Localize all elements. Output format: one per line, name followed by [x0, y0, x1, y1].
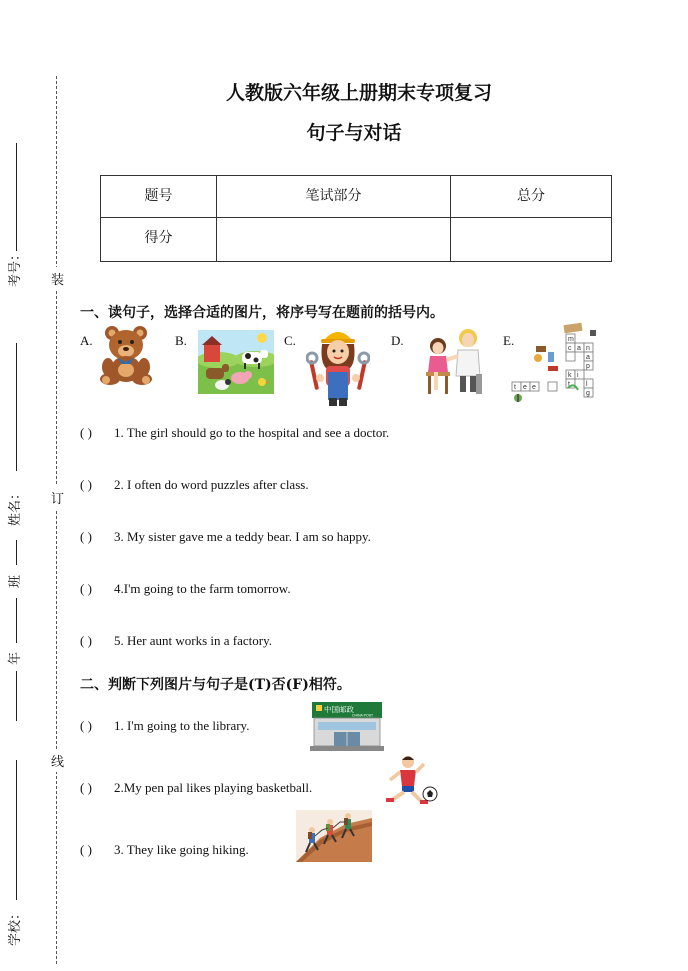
s2-question-1: ( ) 1. I'm going to the library. [80, 718, 250, 733]
school-line[interactable] [16, 760, 17, 900]
option-d-label: D. [391, 333, 404, 348]
teddy-bear-icon [96, 323, 156, 385]
score-header-number: 题号 [101, 176, 217, 218]
class-label: 班 [8, 574, 23, 588]
score-header-total: 总分 [451, 176, 612, 218]
section2-heading: 二、判断下列图片与句子是(T)否(F)相符。 [80, 677, 351, 693]
exam-number-line[interactable] [16, 143, 17, 251]
school-label: 学校： [8, 906, 23, 946]
option-a-label: A. [80, 333, 93, 348]
binding-char-xian: 线 [51, 749, 64, 772]
s2-question-2: ( ) 2.My pen pal likes playing basketball. [80, 780, 313, 795]
grade-line-bottom[interactable] [16, 671, 17, 721]
svg-text:e: e [532, 384, 536, 391]
binding-dashed-line [56, 76, 57, 964]
soccer-player-icon [378, 754, 440, 810]
svg-text:k: k [568, 372, 572, 379]
score-cell-written[interactable] [217, 218, 451, 262]
s1-question-3: ( ) 3. My sister gave me a teddy bear. I am so happy. [80, 529, 371, 544]
answer-paren[interactable]: ( ) [80, 718, 92, 733]
svg-text:i: i [577, 372, 579, 379]
answer-paren[interactable]: ( ) [80, 842, 92, 857]
post-office-sign: 中国邮政 [324, 705, 354, 714]
svg-text:t: t [568, 381, 570, 388]
score-cell-total[interactable] [451, 218, 612, 262]
svg-text:a: a [586, 354, 590, 361]
post-office-icon [310, 700, 384, 752]
hikers-icon [296, 810, 372, 862]
answer-paren[interactable]: ( ) [80, 780, 92, 795]
option-e-label: E. [503, 333, 515, 348]
doctor-girl-icon [424, 326, 486, 398]
binding-char-ding: 订 [51, 486, 64, 509]
answer-paren[interactable]: ( ) [80, 477, 92, 492]
s1-question-2: ( ) 2. I often do word puzzles after class. [80, 477, 309, 492]
answer-paren[interactable]: ( ) [80, 581, 92, 596]
option-c-label: C. [284, 333, 296, 348]
exam-number-label: 考号： [8, 247, 23, 287]
section1-heading: 一、读句子，选择合适的图片，将序号写在题前的括号内。 [80, 305, 444, 321]
svg-text:a: a [577, 345, 581, 352]
grade-line-top[interactable] [16, 598, 17, 643]
option-b-label: B. [175, 333, 187, 348]
grade-label: 年 [8, 651, 23, 665]
farm-animals-icon [198, 330, 274, 394]
answer-paren[interactable]: ( ) [80, 529, 92, 544]
binding-char-zhuang: 装 [51, 267, 64, 290]
s1-question-5: ( ) 5. Her aunt works in a factory. [80, 633, 272, 648]
svg-text:g: g [586, 390, 590, 397]
svg-text:m: m [568, 336, 574, 343]
svg-text:t: t [514, 384, 516, 391]
word-puzzle-icon [510, 322, 600, 404]
score-label-points: 得分 [101, 218, 217, 262]
page-title: 人教版六年级上册期末专项复习 [225, 82, 492, 104]
score-table [100, 175, 612, 262]
score-header-written: 笔试部分 [217, 176, 451, 218]
s1-question-4: ( ) 4.I'm going to the farm tomorrow. [80, 581, 291, 596]
svg-text:c: c [568, 345, 572, 352]
svg-text:n: n [586, 345, 590, 352]
answer-paren[interactable]: ( ) [80, 425, 92, 440]
svg-text:e: e [523, 384, 527, 391]
name-line[interactable] [16, 343, 17, 471]
s1-question-1: ( ) 1. The girl should go to the hospital and see a doctor. [80, 425, 390, 440]
svg-text:p: p [586, 363, 590, 370]
name-label: 姓名： [8, 486, 23, 526]
page-subtitle: 句子与对话 [306, 122, 402, 144]
svg-text:l: l [586, 381, 588, 388]
class-line[interactable] [16, 540, 17, 565]
answer-paren[interactable]: ( ) [80, 633, 92, 648]
post-office-sub: CHINA POST [352, 713, 374, 718]
s2-question-3: ( ) 3. They like going hiking. [80, 842, 249, 857]
female-worker-icon [306, 322, 370, 410]
